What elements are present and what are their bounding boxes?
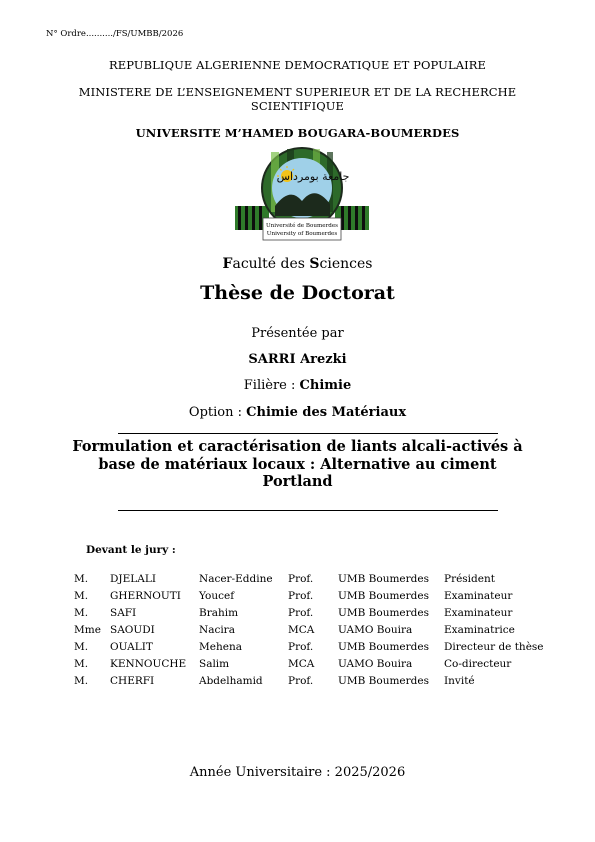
jury-name: OUALIT xyxy=(110,641,153,653)
jury-univ: UAMO Bouira xyxy=(338,658,413,670)
jury-name: DJELALI xyxy=(110,573,156,585)
jury-role: Examinateur xyxy=(444,607,513,619)
filiere: Filière : Chimie xyxy=(243,378,352,393)
jury-name: GHERNOUTI xyxy=(110,590,181,602)
jury-univ: UMB Boumerdes xyxy=(338,641,429,653)
option: Option : Chimie des Matériaux xyxy=(188,405,407,420)
jury-first: Brahim xyxy=(199,607,239,619)
logo-label-fr: Université de Boumerdes xyxy=(265,223,339,229)
ministere-line-1: MINISTERE DE L’ENSEIGNEMENT SUPERIEUR ET DE LA RECHERCHE xyxy=(78,85,517,99)
universite-line: UNIVERSITE M’HAMED BOUGARA-BOUMERDES xyxy=(135,126,460,140)
jury-grade: MCA xyxy=(288,658,315,670)
jury-civ: M. xyxy=(74,607,89,619)
jury-first: Abdelhamid xyxy=(199,675,263,687)
jury-row xyxy=(74,675,544,692)
jury-row xyxy=(74,590,544,607)
jury-first: Youcef xyxy=(199,590,235,602)
jury-role: Co-directeur xyxy=(444,658,512,670)
jury-grade: Prof. xyxy=(288,607,314,619)
thesis-title xyxy=(0,438,595,491)
jury-grade: Prof. xyxy=(288,675,314,687)
ordre-number: N° Ordre........../FS/UMBB/2026 xyxy=(46,29,184,39)
title-rule-bottom xyxy=(118,510,498,511)
jury-univ: UMB Boumerdes xyxy=(338,675,429,687)
jury-univ: UAMO Bouira xyxy=(338,624,413,636)
jury-role: Président xyxy=(444,573,495,585)
faculty-name: Faculté des Sciences xyxy=(222,256,373,272)
jury-heading: Devant le jury : xyxy=(86,544,176,556)
jury-role: Examinateur xyxy=(444,590,513,602)
jury-civ: M. xyxy=(74,573,89,585)
jury-civ: M. xyxy=(74,641,89,653)
jury-name: SAFI xyxy=(110,607,137,619)
jury-row xyxy=(74,624,544,641)
academic-year: Année Universitaire : 2025/2026 xyxy=(189,765,406,780)
jury-grade: Prof. xyxy=(288,590,314,602)
jury-civ: Mme xyxy=(74,624,101,636)
jury-table xyxy=(74,573,544,692)
jury-grade: Prof. xyxy=(288,573,314,585)
author-name: SARRI Arezki xyxy=(248,352,347,367)
logo-arabic-text: جامعة بومرداس xyxy=(276,170,350,183)
jury-civ: M. xyxy=(74,590,89,602)
jury-first: Nacira xyxy=(199,624,235,636)
jury-name: KENNOUCHE xyxy=(110,658,187,670)
thesis-title-line-1: Formulation et caractérisation de liants alcali-activés à xyxy=(72,438,523,455)
republique-line: REPUBLIQUE ALGERIENNE DEMOCRATIQUE ET POPULAIRE xyxy=(108,58,487,72)
jury-row xyxy=(74,641,544,658)
thesis-title-line-2: base de matériaux locaux : Alternative au ciment xyxy=(98,455,497,473)
presentee-par: Présentée par xyxy=(251,326,344,341)
university-logo xyxy=(235,146,369,246)
thesis-title-line-3: Portland xyxy=(262,473,333,490)
thesis-type: Thèse de Doctorat xyxy=(200,282,395,304)
jury-row xyxy=(74,658,544,675)
jury-univ: UMB Boumerdes xyxy=(338,573,429,585)
jury-univ: UMB Boumerdes xyxy=(338,590,429,602)
jury-grade: Prof. xyxy=(288,641,314,653)
jury-row xyxy=(74,607,544,624)
title-rule-top xyxy=(118,433,498,434)
jury-role: Directeur de thèse xyxy=(444,641,544,653)
jury-first: Nacer-Eddine xyxy=(199,573,273,585)
jury-role: Examinatrice xyxy=(444,624,515,636)
jury-grade: MCA xyxy=(288,624,315,636)
jury-first: Mehena xyxy=(199,641,242,653)
jury-civ: M. xyxy=(74,658,89,670)
logo-label-en: University of Boumerdes xyxy=(266,231,338,237)
jury-row xyxy=(74,573,544,590)
jury-civ: M. xyxy=(74,675,89,687)
ministere-line-2: SCIENTIFIQUE xyxy=(250,99,345,113)
jury-name: CHERFI xyxy=(110,675,155,687)
jury-name: SAOUDI xyxy=(110,624,155,636)
jury-first: Salim xyxy=(199,658,230,670)
jury-univ: UMB Boumerdes xyxy=(338,607,429,619)
jury-role: Invité xyxy=(444,675,475,687)
